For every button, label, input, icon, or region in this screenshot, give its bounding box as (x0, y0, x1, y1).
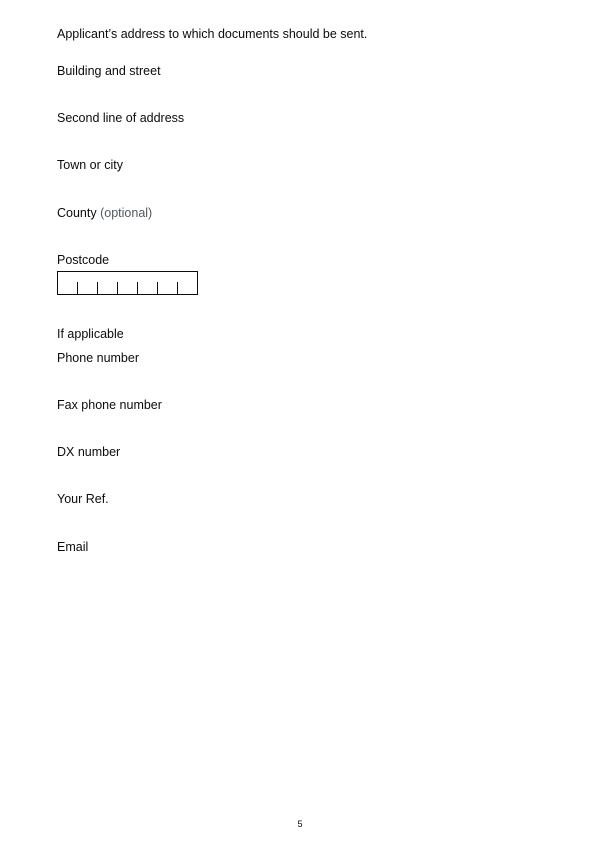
fax-number-field (57, 397, 162, 413)
phone-number-label: Phone number (57, 351, 140, 365)
postcode-field (57, 252, 109, 268)
building-street-field (57, 63, 161, 79)
your-ref-label: Your Ref. (57, 492, 109, 506)
email-label: Email (57, 540, 89, 554)
postcode-input[interactable] (57, 271, 198, 295)
page-number: 5 (297, 819, 303, 829)
county-label: County (57, 206, 97, 220)
your-ref-field (57, 491, 109, 507)
second-line-address-field (57, 110, 184, 126)
county-field (57, 205, 152, 221)
fax-number-label: Fax phone number (57, 398, 162, 412)
contact-section-heading: If applicable (57, 327, 124, 341)
dx-number-field (57, 444, 120, 460)
email-field (57, 539, 88, 555)
phone-number-field (57, 350, 139, 366)
form-intro: Applicant’s address to which documents should be sent. (57, 27, 368, 41)
second-line-address-label: Second line of address (57, 111, 185, 125)
dx-number-label: DX number (57, 445, 121, 459)
town-city-label: Town or city (57, 158, 123, 172)
town-city-field (57, 157, 123, 173)
postcode-label: Postcode (57, 253, 110, 267)
county-optional-hint: (optional) (100, 206, 153, 220)
building-street-label: Building and street (57, 64, 161, 78)
